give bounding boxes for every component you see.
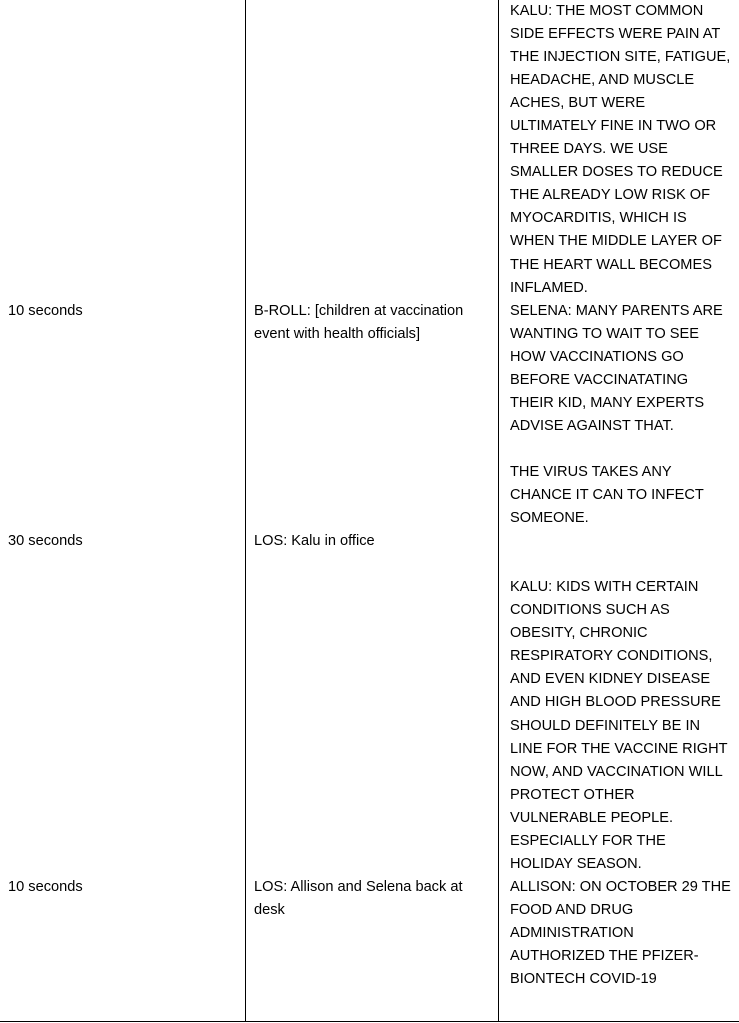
- blank-line: [510, 530, 731, 553]
- cell-time: [0, 530, 246, 876]
- time-text: 10 seconds: [8, 302, 83, 319]
- table-bottom-border: [0, 1021, 739, 1022]
- cell-audio: [502, 300, 739, 530]
- visual-text: B-ROLL: [children at vaccination event with health officials]: [254, 302, 468, 342]
- cell-time: [0, 876, 246, 991]
- audio-paragraphs: [510, 876, 735, 991]
- blank-line: [510, 553, 731, 576]
- cell-time: [0, 300, 246, 530]
- audio-paragraph: SELENA: MANY PARENTS ARE WANTING TO WAIT TO SEE HOW VACCINATIONS GO BEFORE VACCINATATING THEIR KID, MANY EXPERTS ADVISE AGAINST THAT.: [510, 302, 727, 434]
- cell-visual: [246, 300, 502, 530]
- visual-text: LOS: Kalu in office: [254, 533, 375, 550]
- table-row: [0, 300, 739, 530]
- cell-visual: [246, 0, 502, 300]
- cell-time: [0, 0, 246, 300]
- cell-visual: [246, 876, 502, 991]
- table-row: [0, 530, 739, 876]
- cell-audio: [502, 530, 739, 876]
- audio-paragraph: KALU: THE MOST COMMON SIDE EFFECTS WERE PAIN AT THE INJECTION SITE, FATIGUE, HEADACHE, AND MUSCLE ACHES, BUT WERE ULTIMATELY FINE IN TWO OR THREE DAYS. WE USE SMALLER DOSES TO REDUCE THE ALREADY LOW RISK OF MYOCARDITIS, WHICH IS WHEN THE MIDDLE LAYER OF THE HEART WALL BECOMES INFLAMED.: [510, 3, 735, 296]
- cell-audio: [502, 0, 739, 300]
- cell-visual: [246, 530, 502, 876]
- audio-paragraphs: [510, 0, 735, 300]
- audio-paragraph: THE VIRUS TAKES ANY CHANCE IT CAN TO INFECT SOMEONE.: [510, 463, 708, 527]
- table-row: [0, 876, 739, 991]
- audio-paragraphs: [510, 530, 731, 876]
- audio-paragraph: ALLISON: ON OCTOBER 29 THE FOOD AND DRUG ADMINISTRATION AUTHORIZED THE PFIZER-BIONTECH COVID-19: [510, 878, 735, 988]
- audio-paragraphs: [510, 300, 731, 530]
- time-text: 10 seconds: [8, 878, 83, 895]
- time-text: 30 seconds: [8, 533, 83, 550]
- audio-paragraph: KALU: KIDS WITH CERTAIN CONDITIONS SUCH AS OBESITY, CHRONIC RESPIRATORY CONDITIONS, AND EVEN KIDNEY DISEASE AND HIGH BLOOD PRESSURE SHOULD DEFINITELY BE IN LINE FOR THE VACCINE RIGHT NOW, AND VACCINATION WILL PROTECT OTHER VULNERABLE PEOPLE. ESPECIALLY FOR THE HOLIDAY SEASON.: [510, 579, 732, 872]
- visual-text: LOS: Allison and Selena back at desk: [254, 878, 467, 918]
- cell-audio: [502, 876, 739, 991]
- table-row: [0, 0, 739, 300]
